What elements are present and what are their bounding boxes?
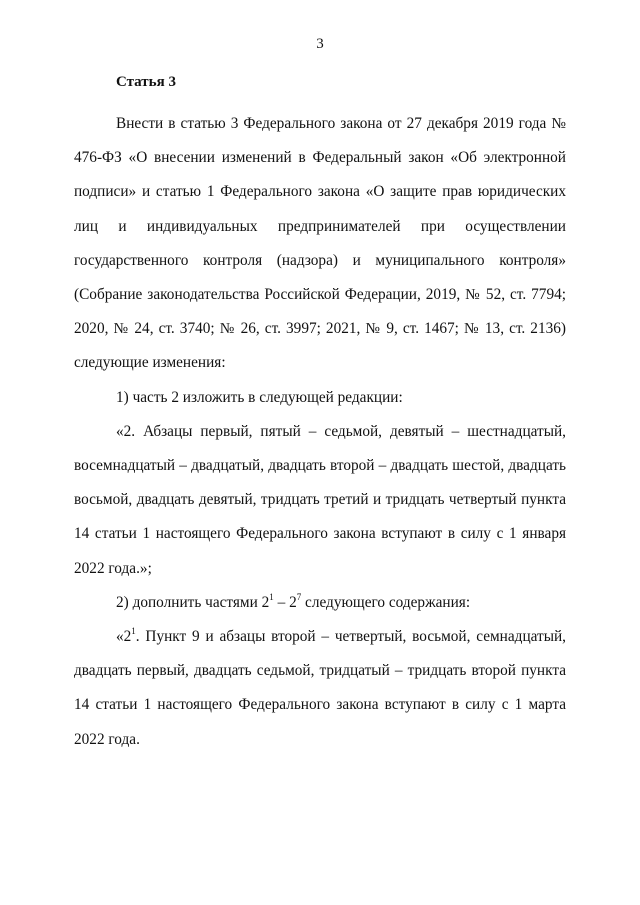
superscript-1: 1 <box>131 625 136 636</box>
item-2-text-dash: – 2 <box>273 593 297 611</box>
page-number: 3 <box>316 36 324 52</box>
paragraph-part-2-text: «2. Абзацы первый, пятый – седьмой, девятый – шестнадцатый, восемнадцатый – двадцатый, двадцать второй – двадцать шестой, двадцать восьмой, двадцать девятый, тридцать третий и тридцать четвертый пункта 14 статьи 1 настоящего Федерального закона вступают в силу с 1 января 2022 года.»; <box>74 422 566 577</box>
item-2-text-start: 2) дополнить частями 2 <box>116 593 270 611</box>
paragraph-part-2-1-text <box>74 620 566 757</box>
paragraph-item-1: 1) часть 2 изложить в следующей редакции: <box>116 388 403 406</box>
paragraph-item-2 <box>74 586 566 620</box>
document-body <box>74 107 566 757</box>
superscript-7: 7 <box>296 591 302 602</box>
item-2-text-end: следующего содержания: <box>301 593 471 611</box>
paragraph-intro: Внести в статью 3 Федерального закона от 27 декабря 2019 года № 476-ФЗ «О внесении изменений в Федеральный закон «Об электронной подписи» и статью 1 Федерального закона «О защите прав юридических лиц и индивидуальных предпринимателей при осуществлении государственного контроля (надзора) и муниципального контроля» (Собрание законодательства Российской Федерации, 2019, № 52, ст. 7794; 2020, № 24, ст. 3740; № 26, ст. 3997; 2021, № 9, ст. 1467; № 13, ст. 2136) следующие изменения: <box>74 115 566 372</box>
part-2-1-rest: . Пункт 9 и абзацы второй – четвертый, восьмой, семнадцатый, двадцать первый, двадцать седьмой, тридцатый – тридцать второй пункта 14 статьи 1 настоящего Федерального закона вступают в силу с 1 марта 2022 года. <box>74 628 566 748</box>
article-title: Статья 3 <box>116 74 176 90</box>
superscript-1: 1 <box>269 591 274 602</box>
part-2-1-open: «2 <box>116 628 132 646</box>
